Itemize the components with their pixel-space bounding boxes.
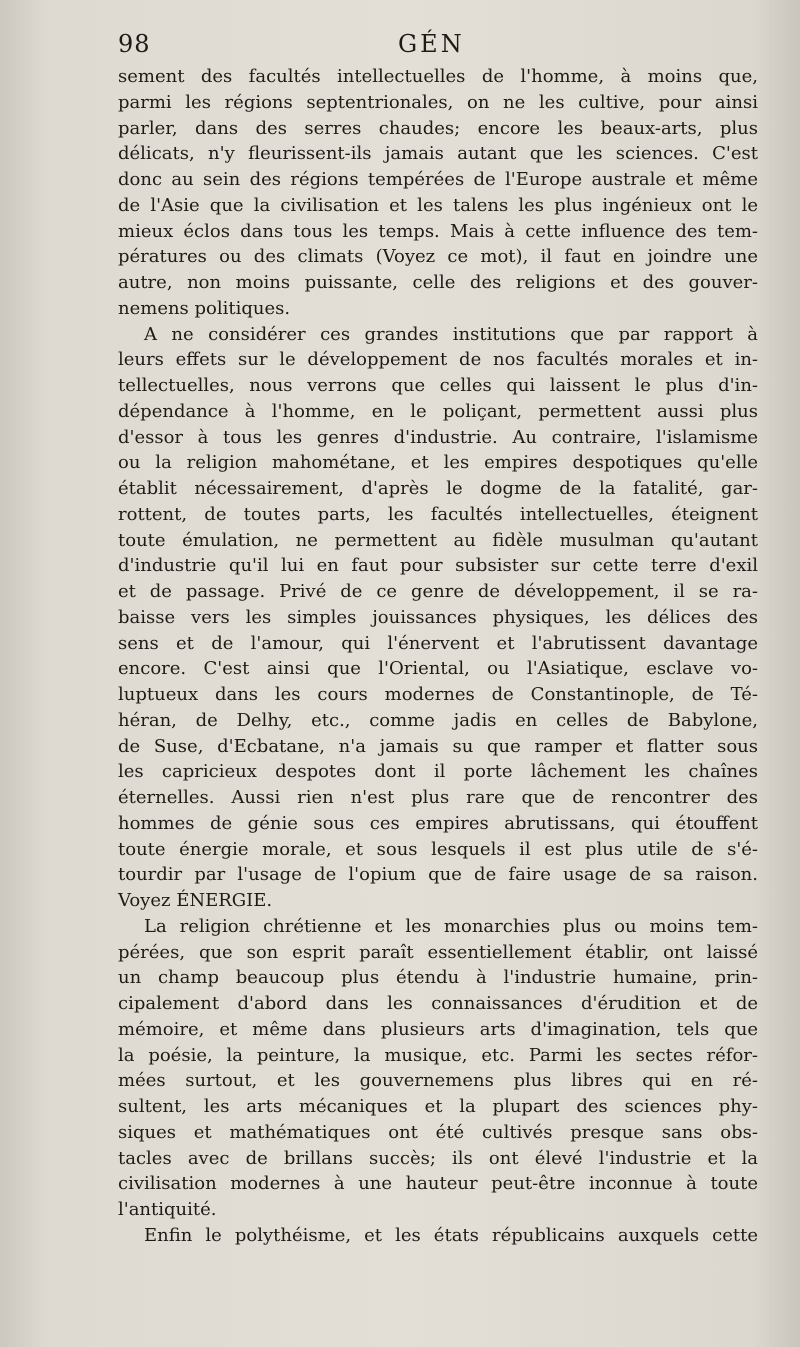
text-line: mées surtout, et les gouvernemens plus libres qui en ré-: [118, 1070, 758, 1092]
text-line: un champ beaucoup plus étendu à l'industrie humaine, prin-: [118, 967, 758, 989]
text-line: encore. C'est ainsi que l'Oriental, ou l'Asiatique, esclave vo-: [118, 658, 758, 680]
text-line: dépendance à l'homme, en le poliçant, permettent aussi plus: [118, 400, 758, 422]
text-line: tellectuelles, nous verrons que celles qui laissent le plus d'in-: [118, 375, 758, 396]
text-line: ou la religion mahométane, et les empires despotiques qu'elle: [118, 452, 758, 474]
text-line: La religion chrétienne et les monarchies plus ou moins tem-: [144, 915, 758, 937]
text-line: A ne considérer ces grandes institutions que par rapport à: [144, 323, 758, 345]
text-line: tourdir par l'usage de l'opium que de faire usage de sa raison.: [118, 864, 758, 886]
text-line: pératures ou des climats (Voyez ce mot), il faut en joindre une: [118, 246, 758, 268]
text-line: éternelles. Aussi rien n'est plus rare que de rencontrer des: [118, 787, 758, 808]
text-line: luptueux dans les cours modernes de Constantinople, de Té-: [118, 684, 758, 705]
page-number: 98: [118, 30, 151, 58]
text-line: toute énergie morale, et sous lesquels il est plus utile de s'é-: [118, 838, 758, 860]
text-line: parmi les régions septentrionales, on ne les cultive, pour ainsi: [118, 91, 758, 113]
page-header: [118, 30, 758, 64]
text-line: parler, dans des serres chaudes; encore les beaux-arts, plus: [118, 117, 758, 139]
cross-reference-line: Voyez ÉNERGIE.: [118, 890, 273, 911]
text-line: mieux éclos dans tous les temps. Mais à cette influence des tem-: [118, 220, 758, 242]
text-line: toute émulation, ne permettent au fidèle musulman qu'autant: [118, 529, 758, 551]
text-line: établit nécessairement, d'après le dogme de la fatalité, gar-: [118, 478, 758, 499]
text-line: cipalement d'abord dans les connaissances d'érudition et de: [118, 993, 758, 1014]
text-line: siques et mathématiques ont été cultivés presque sans obs-: [118, 1121, 758, 1143]
text-line: d'industrie qu'il lui en faut pour subsister sur cette terre d'exil: [118, 555, 758, 577]
text-line: civilisation modernes à une hauteur peut-être inconnue à toute: [118, 1173, 758, 1195]
text-line: nemens politiques.: [118, 297, 291, 319]
text-line: de Suse, d'Ecbatane, n'a jamais su que ramper et flatter sous: [118, 735, 758, 757]
text-line: autre, non moins puissante, celle des religions et des gouver-: [118, 272, 758, 293]
body-text: [118, 64, 758, 1249]
text-line: sement des facultés intellectuelles de l'homme, à moins que,: [118, 66, 758, 87]
text-line: donc au sein des régions tempérées de l'Europe australe et même: [118, 169, 758, 190]
text-line: Enfin le polythéisme, et les états républicains auxquels cette: [144, 1224, 758, 1246]
text-line: pérées, que son esprit paraît essentiellement établir, ont laissé: [118, 941, 758, 963]
text-line: les capricieux despotes dont il porte lâchement les chaînes: [118, 761, 758, 783]
text-line: baisse vers les simples jouissances physiques, les délices des: [118, 606, 758, 628]
text-line: sens et de l'amour, qui l'énervent et l'abrutissent davantage: [118, 632, 758, 654]
text-line: la poésie, la peinture, la musique, etc. Parmi les sectes réfor-: [118, 1044, 758, 1066]
text-line: de l'Asie que la civilisation et les talens les plus ingénieux ont le: [118, 194, 758, 216]
text-line: et de passage. Privé de ce genre de développement, il se ra-: [118, 581, 758, 602]
text-line: délicats, n'y fleurissent-ils jamais autant que les sciences. C'est: [118, 143, 758, 165]
text-line: l'antiquité.: [118, 1199, 217, 1220]
text-line: tacles avec de brillans succès; ils ont élevé l'industrie et la: [118, 1147, 758, 1169]
text-line: rottent, de toutes parts, les facultés intellectuelles, éteignent: [118, 503, 758, 525]
text-line: mémoire, et même dans plusieurs arts d'imagination, tels que: [118, 1018, 758, 1040]
text-line: héran, de Delhy, etc., comme jadis en celles de Babylone,: [118, 709, 758, 731]
text-line: d'essor à tous les genres d'industrie. Au contraire, l'islamisme: [118, 426, 758, 448]
running-head: GÉN: [398, 30, 465, 58]
text-line: leurs effets sur le développement de nos facultés morales et in-: [118, 349, 758, 371]
text-line: hommes de génie sous ces empires abrutissans, qui étouffent: [118, 812, 758, 834]
text-line: sultent, les arts mécaniques et la plupart des sciences phy-: [118, 1096, 758, 1117]
